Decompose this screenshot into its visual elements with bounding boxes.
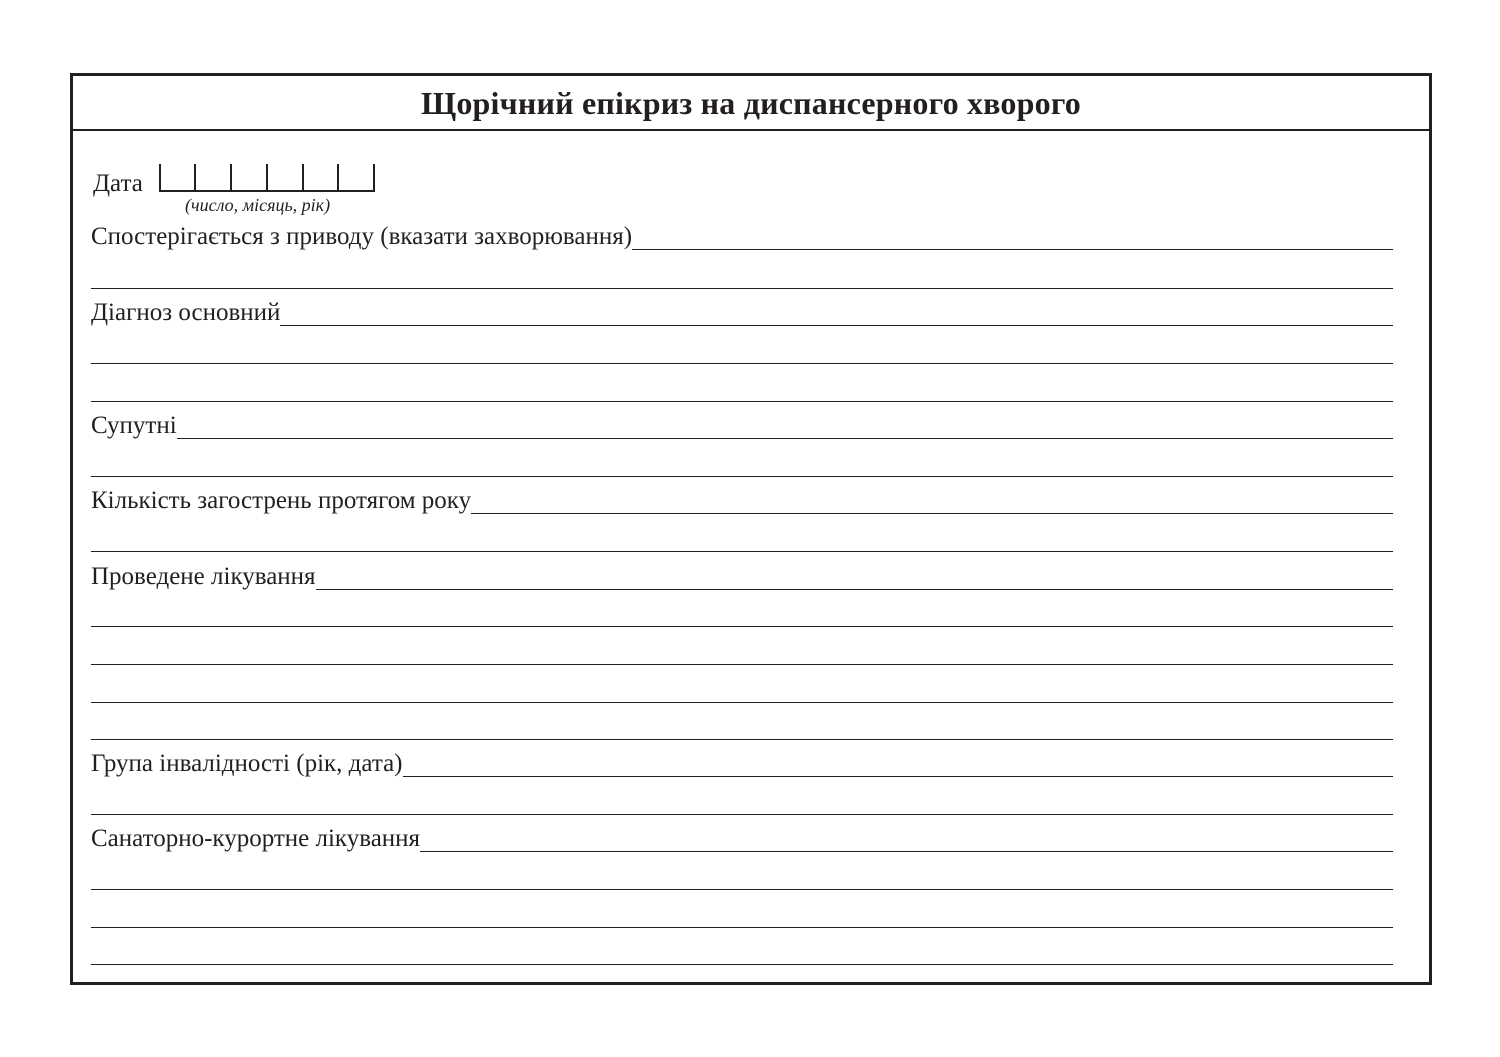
field-label: Діагноз основний [91, 299, 281, 326]
blank-writing-line[interactable] [91, 288, 1393, 289]
field-label: Група інвалідності (рік, дата) [91, 750, 403, 777]
field-underline [632, 249, 1393, 250]
field-underline [316, 589, 1393, 590]
date-input-boxes[interactable] [159, 164, 375, 192]
field-label: Санаторно-курортне лікування [91, 825, 421, 852]
date-box-divider [230, 164, 232, 192]
form-body [91, 76, 1393, 982]
date-box-divider [373, 164, 375, 192]
field-sanatorium-treatment[interactable] [91, 825, 1393, 852]
field-label: Кількість загострень протягом року [91, 487, 472, 514]
date-box-divider [159, 164, 161, 192]
date-box-divider [266, 164, 268, 192]
field-disability-group[interactable] [91, 750, 1393, 777]
field-label: Супутні [91, 412, 177, 439]
field-underline [280, 325, 1393, 326]
blank-writing-line[interactable] [91, 889, 1393, 890]
field-label: Проведене лікування [91, 563, 316, 590]
blank-writing-line[interactable] [91, 363, 1393, 364]
date-box-divider [302, 164, 304, 192]
field-treatment[interactable] [91, 563, 1393, 590]
blank-writing-line[interactable] [91, 964, 1393, 965]
epicrisis-form [70, 73, 1432, 985]
blank-writing-line[interactable] [91, 814, 1393, 815]
date-label: Дата [93, 170, 143, 197]
blank-writing-line[interactable] [91, 476, 1393, 477]
blank-writing-line[interactable] [91, 401, 1393, 402]
date-box-divider [337, 164, 339, 192]
blank-writing-line[interactable] [91, 739, 1393, 740]
field-exacerbations-count[interactable] [91, 487, 1393, 514]
field-label: Спостерігається з приводу (вказати захворювання) [91, 223, 633, 250]
blank-writing-line[interactable] [91, 626, 1393, 627]
field-concomitant[interactable] [91, 412, 1393, 439]
field-observed-for[interactable] [91, 223, 1393, 250]
blank-writing-line[interactable] [91, 927, 1393, 928]
field-underline [177, 438, 1393, 439]
form-title: Щорічний епікриз на диспансерного хворого [421, 84, 1081, 121]
field-underline [403, 776, 1394, 777]
field-underline [471, 513, 1393, 514]
blank-writing-line[interactable] [91, 551, 1393, 552]
blank-writing-line[interactable] [91, 664, 1393, 665]
blank-writing-line[interactable] [91, 702, 1393, 703]
date-box-divider [194, 164, 196, 192]
date-format-hint: (число, місяць, рік) [185, 195, 331, 215]
field-underline [420, 851, 1393, 852]
field-main-diagnosis[interactable] [91, 299, 1393, 326]
